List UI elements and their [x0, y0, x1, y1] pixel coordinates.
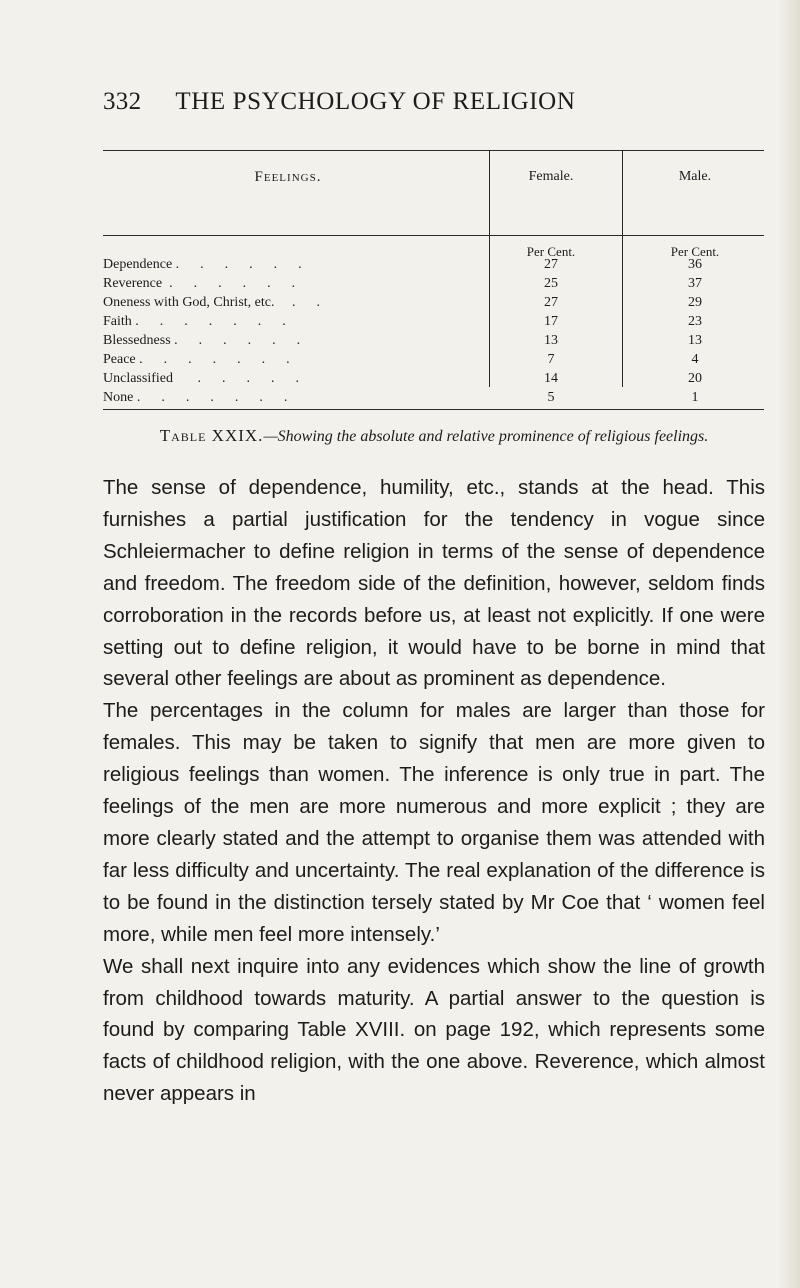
table-row: [103, 295, 764, 313]
body-text: [103, 472, 765, 1110]
paragraph: The sense of dependence, humility, etc., stands at the head. This furnishes a partial justification for the tendency in vogue since Schleiermacher to define religion in terms of the sense of dependence and freedom. The freedom side of the definition, however, seldom finds corroboration in the records before us, at least not explicitly. If one were setting out to define religion, it would have to be borne in mind that several other feelings are about as prominent as dependence.: [103, 476, 765, 691]
paragraph: The percentages in the column for males are larger than those for females. This may be taken to signify that men are more given to religious feelings than women. The inference is only true in part. The feelings of the men are more numerous and more explicit ; they are more clearly stated and the attempt to organise them was attended with far less difficulty and uncertainty. The real explanation of the difference is to be found in the distinction tersely stated by Mr Coe that ‘ women feel more, while men feel more intensely.’: [103, 699, 765, 946]
male-value: 4: [691, 352, 699, 367]
row-label: Oneness with God, Christ, etc. . .: [103, 295, 320, 310]
table-caption: [103, 425, 765, 448]
page-number: 332: [103, 88, 142, 115]
male-value: 20: [688, 371, 702, 386]
row-label: Faith . . . . . . .: [103, 314, 286, 329]
running-header: [103, 88, 576, 116]
table-row: [103, 276, 764, 294]
male-value: 1: [691, 390, 699, 405]
table-caption-description: —Showing the absolute and relative prominence of religious feelings.: [263, 428, 709, 445]
row-label: Peace . . . . . . .: [103, 352, 290, 367]
table-row: [103, 371, 764, 389]
male-value: 29: [688, 295, 702, 310]
paragraph: We shall next inquire into any evidences which show the line of growth from childhood towards maturity. A partial answer to the question is found by comparing Table XVIII. on page 192, which represents some facts of childhood religion, with the one above. Reverence, which almost never appears in: [103, 954, 765, 1106]
female-value: 27: [544, 257, 558, 272]
table-top-rule: [103, 150, 764, 151]
table-bottom-rule: [103, 409, 764, 410]
row-label: Dependence . . . . . .: [103, 257, 302, 272]
male-value: 36: [688, 257, 702, 272]
unit-label-male: Per Cent.: [670, 244, 720, 259]
column-header-female: Female.: [528, 169, 574, 184]
table-row: [103, 352, 764, 370]
female-value: 7: [547, 352, 555, 367]
unit-label-female: Per Cent.: [526, 244, 576, 259]
column-header-feelings: Feelings.: [254, 169, 322, 185]
table-row: [103, 257, 764, 275]
running-title: THE PSYCHOLOGY OF RELIGION: [175, 88, 576, 115]
row-label: Blessedness . . . . . .: [103, 333, 301, 348]
table-caption-number: Table XXIX.: [159, 426, 264, 445]
male-value: 37: [688, 276, 702, 291]
row-label: Reverence . . . . . .: [103, 276, 296, 291]
female-value: 25: [544, 276, 558, 291]
table-row: [103, 314, 764, 332]
table-row: [103, 333, 764, 351]
table-header-rule: [103, 235, 764, 236]
female-value: 27: [544, 295, 558, 310]
feelings-table: [103, 150, 764, 410]
male-value: 13: [688, 333, 702, 348]
page-edge-shadow: [778, 0, 800, 1288]
row-label: Unclassified . . . . .: [103, 371, 299, 386]
male-value: 23: [688, 314, 702, 329]
row-label: None . . . . . . .: [103, 390, 288, 405]
female-value: 14: [544, 371, 558, 386]
column-header-male: Male.: [678, 169, 712, 184]
female-value: 17: [544, 314, 558, 329]
table-row: [103, 390, 764, 408]
female-value: 5: [547, 390, 555, 405]
female-value: 13: [544, 333, 558, 348]
